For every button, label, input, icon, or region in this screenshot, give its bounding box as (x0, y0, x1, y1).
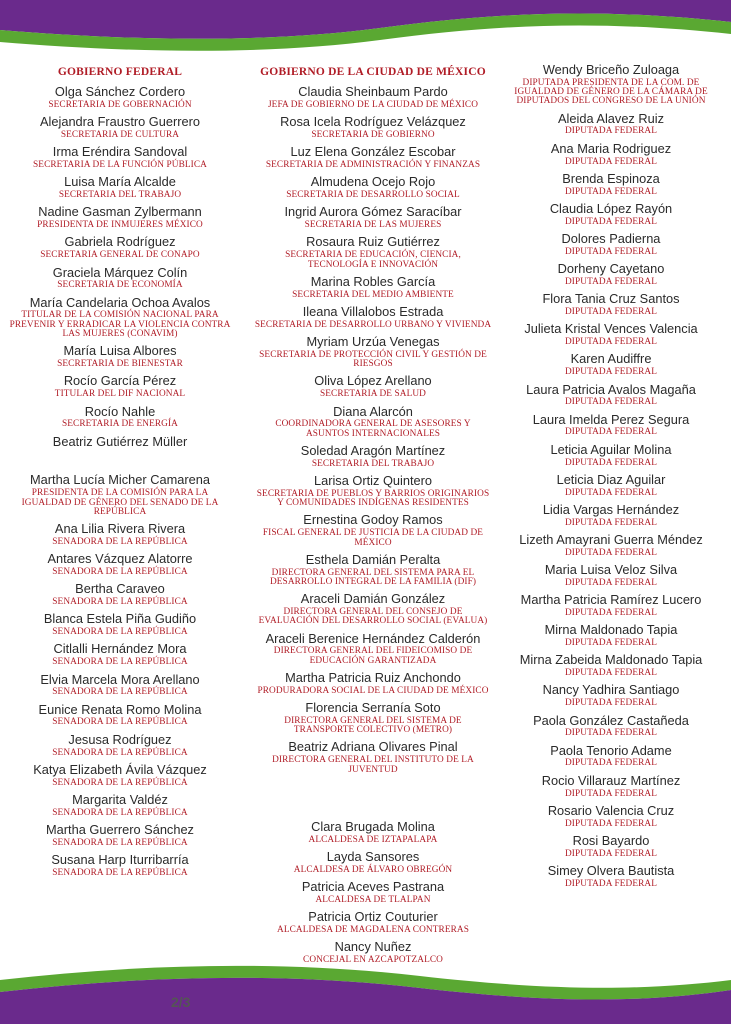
person-name: Margarita Valdéz (72, 791, 168, 807)
person-entry (498, 684, 724, 708)
person-entry (498, 772, 724, 799)
person-name: Claudia Sheinbaum Pardo (298, 84, 448, 99)
person-name: Ingrid Aurora Gómez Saracíbar (284, 204, 462, 220)
person-name: Gabriela Rodríguez (64, 234, 176, 250)
person-name: Clara Brugada Molina (311, 818, 435, 834)
person-entry (6, 613, 234, 637)
person-entry (254, 848, 492, 875)
person-name: Paola González Castañeda (533, 712, 689, 728)
top-wave-decoration (0, 0, 731, 70)
person-role: SENADORA DE LA REPÚBLICA (52, 777, 188, 788)
person-name: Laura Patricia Avalos Magaña (526, 381, 696, 397)
person-entry (498, 411, 724, 438)
person-name: Martha Lucía Micher Camarena (30, 472, 210, 488)
person-name: Alejandra Fraustro Guerrero (39, 114, 201, 130)
person-name: Flora Tania Cruz Santos (542, 291, 680, 307)
person-entry (254, 336, 492, 369)
person-name: María Luisa Albores (63, 343, 177, 359)
person-entry (254, 911, 492, 935)
person-entry (498, 564, 724, 588)
column-city-government (254, 62, 492, 971)
section-heading-federal: GOBIERNO FEDERAL (57, 66, 183, 78)
person-entry (498, 233, 724, 257)
person-name: Nancy Nuñez (334, 939, 412, 955)
person-role: DIPUTADA FEDERAL (564, 698, 658, 709)
person-name: Susana Harp Iturribarría (51, 852, 189, 868)
person-entry (6, 553, 234, 577)
person-entry (254, 514, 492, 547)
person-role: TITULAR DEL DIF NACIONAL (54, 389, 186, 400)
person-entry (6, 264, 234, 291)
bottom-wave-decoration (0, 950, 731, 1024)
person-entry (6, 731, 234, 758)
person-role: DIPUTADA FEDERAL (564, 668, 658, 679)
person-role: SECRETARIA DE PROTECCIÓN CIVIL Y GESTIÓN DE RIESGOS (259, 349, 487, 370)
person-entry (498, 832, 724, 859)
person-entry (498, 654, 724, 678)
person-entry (254, 475, 492, 508)
person-entry (498, 110, 724, 137)
person-name: Maria Luisa Veloz Silva (544, 562, 678, 578)
person-entry (6, 375, 234, 399)
person-role: DIPUTADA FEDERAL (564, 216, 658, 227)
person-name: Almudena Ocejo Rojo (310, 174, 436, 190)
person-role: DIPUTADA FEDERAL (564, 427, 658, 438)
person-entry (498, 200, 724, 227)
person-name: Marina Robles García (310, 273, 436, 289)
person-role: DIPUTADA FEDERAL (564, 337, 658, 348)
person-name: Irma Eréndira Sandoval (52, 144, 188, 160)
person-entry (6, 146, 234, 170)
person-name: Beatriz Gutiérrez Müller (52, 433, 188, 449)
person-name: Simey Olvera Bautista (547, 863, 675, 879)
person-role: DIPUTADA FEDERAL (564, 126, 658, 137)
person-role: DIRECTORA GENERAL DEL INSTITUTO DE LA JUVENTUD (272, 755, 474, 775)
person-name: Rocío Nahle (84, 403, 156, 419)
person-entry (254, 236, 492, 269)
person-entry (6, 824, 234, 848)
person-role: TITULAR DE LA COMISIÓN NACIONAL PARA PREVENIR Y ERRADICAR LA VIOLENCIA CONTRA LAS MUJERES (CONAVIM) (9, 310, 231, 340)
person-name: Soledad Aragón Martínez (300, 442, 446, 458)
person-name: Elvia Marcela Mora Arellano (40, 671, 200, 687)
person-role: DIPUTADA FEDERAL (564, 367, 658, 378)
person-role: SENADORA DE LA REPÚBLICA (52, 657, 188, 668)
person-entry (498, 381, 724, 408)
person-entry (254, 702, 492, 735)
section-heading-city: GOBIERNO DE LA CIUDAD DE MÉXICO (260, 66, 486, 78)
person-role: DIPUTADA FEDERAL (564, 818, 658, 829)
person-role: DIPUTADA FEDERAL (564, 156, 658, 167)
person-name: Ana Lilia Rivera Rivera (54, 521, 186, 537)
person-entry (254, 273, 492, 300)
person-name: Laura Imelda Perez Segura (532, 411, 690, 427)
person-role: DIPUTADA FEDERAL (564, 758, 658, 769)
person-role: DIPUTADA FEDERAL (564, 788, 658, 799)
person-entry (254, 442, 492, 469)
person-role: SENADORA DE LA REPÚBLICA (52, 687, 188, 698)
person-role: DIPUTADA FEDERAL (564, 186, 658, 197)
person-name: Rocío García Pérez (63, 373, 177, 389)
person-role: SENADORA DE LA REPÚBLICA (52, 597, 188, 608)
person-role: DIPUTADA FEDERAL (564, 728, 658, 739)
person-name: Leticia Diaz Aguilar (556, 471, 666, 487)
person-entry (498, 441, 724, 468)
person-role: SECRETARIA DE ENERGÍA (61, 419, 178, 430)
person-role: ALCALDESA DE IZTAPALAPA (308, 834, 438, 845)
person-role: SECRETARIA DE LAS MUJERES (304, 220, 442, 231)
person-name: Brenda Espinoza (562, 170, 660, 186)
person-name: Araceli Damián González (300, 591, 446, 607)
person-role: DIPUTADA PRESIDENTA DE LA COM. DE IGUALDAD DE GÉNERO DE LA CÁMARA DE DIPUTADOS DEL CONGRESO DE LA UNIÓN (514, 77, 708, 107)
person-name: Luisa María Alcalde (64, 174, 176, 190)
person-role: SENADORA DE LA REPÚBLICA (52, 747, 188, 758)
person-entry (6, 523, 234, 547)
person-role: DIPUTADA FEDERAL (564, 878, 658, 889)
person-role: SENADORA DE LA REPÚBLICA (52, 837, 188, 848)
person-role: SENADORA DE LA REPÚBLICA (52, 536, 188, 547)
person-entry (6, 345, 234, 369)
person-name: Mirna Maldonado Tapia (544, 622, 678, 638)
person-name: Dolores Padierna (561, 231, 661, 247)
person-role: SECRETARIA DE LA FUNCIÓN PÚBLICA (33, 159, 207, 170)
person-entry (498, 471, 724, 498)
person-name: Lidia Vargas Hernández (542, 501, 680, 517)
person-entry (6, 854, 234, 878)
person-role: SECRETARIA DE BIENESTAR (57, 359, 183, 370)
person-role: PRESIDENTA DE INMUJERES MÉXICO (37, 220, 203, 231)
person-entry (6, 433, 234, 449)
person-role: SENADORA DE LA REPÚBLICA (52, 807, 188, 818)
person-entry (254, 403, 492, 439)
person-name: Diana Alarcón (333, 403, 413, 419)
person-entry (498, 534, 724, 558)
person-role: DIPUTADA FEDERAL (564, 397, 658, 408)
person-role: SECRETARIA DE DESARROLLO SOCIAL (286, 190, 460, 201)
person-role: SECRETARIA DEL TRABAJO (58, 190, 182, 201)
person-entry (254, 86, 492, 110)
person-entry (254, 741, 492, 774)
person-role: SECRETARIA DE EDUCACIÓN, CIENCIA, TECNOLOGÍA E INNOVACIÓN (285, 250, 461, 270)
person-entry (6, 176, 234, 200)
person-name: Patricia Aceves Pastrana (301, 879, 445, 895)
person-entry (498, 501, 724, 528)
person-name: Rocio Villarauz Martínez (541, 772, 681, 788)
person-role: SECRETARIA DE ECONOMÍA (57, 280, 183, 291)
person-entry (254, 176, 492, 200)
person-role: ALCALDESA DE MAGDALENA CONTRERAS (277, 924, 469, 935)
person-role: PRESIDENTA DE LA COMISIÓN PARA LA IGUALDAD DE GÉNERO DEL SENADO DE LA REPÚBLICA (21, 488, 219, 517)
person-entry (254, 881, 492, 905)
person-name: Beatriz Adriana Olivares Pinal (288, 739, 458, 755)
person-name: Mirna Zabeida Maldonado Tapia (519, 652, 703, 668)
person-role: DIRECTORA GENERAL DEL CONSEJO DE EVALUACIÓN DEL DESARROLLO SOCIAL (EVALUA) (258, 606, 488, 627)
person-name: María Candelaria Ochoa Avalos (29, 294, 211, 310)
person-name: Oliva López Arellano (314, 373, 432, 389)
person-name: Araceli Berenice Hernández Calderón (265, 630, 481, 646)
person-name: Esthela Damián Peralta (305, 551, 441, 567)
person-entry (254, 116, 492, 140)
person-entry (6, 236, 234, 260)
person-name: Claudia López Rayón (549, 200, 673, 216)
person-entry (6, 403, 234, 430)
person-role: COORDINADORA GENERAL DE ASESORES Y ASUNTOS INTERNACIONALES (275, 419, 471, 439)
person-name: Blanca Estela Piña Gudiño (43, 611, 197, 627)
person-entry (254, 630, 492, 666)
person-entry (498, 323, 724, 347)
person-role: SECRETARIA DE GOBERNACIÓN (48, 99, 192, 110)
person-role: CONCEJAL EN AZCAPOTZALCO (303, 955, 443, 966)
person-name: Lizeth Amayrani Guerra Méndez (519, 532, 703, 547)
person-role: SECRETARIA GENERAL DE CONAPO (40, 250, 200, 261)
person-entry (498, 64, 724, 107)
person-name: Martha Patricia Ramírez Lucero (520, 592, 702, 608)
person-name: Aleida Alavez Ruiz (558, 110, 664, 126)
person-role: SECRETARIA DE GOBIERNO (311, 129, 435, 140)
person-name: Ileana Villalobos Estrada (302, 303, 444, 319)
person-entry (498, 353, 724, 377)
person-role: DIPUTADA FEDERAL (564, 307, 658, 318)
person-name: Rosi Bayardo (572, 832, 650, 848)
person-name: Karen Audiffre (570, 351, 652, 367)
person-name: Rosaura Ruiz Gutiérrez (306, 234, 440, 250)
person-role: PRODURADORA SOCIAL DE LA CIUDAD DE MÉXICO (257, 685, 489, 696)
person-role: SENADORA DE LA REPÚBLICA (52, 717, 188, 728)
person-role: SECRETARIA DE CULTURA (60, 129, 180, 140)
person-entry (6, 474, 234, 517)
person-entry (498, 263, 724, 287)
person-name: Katya Elizabeth Ávila Vázquez (33, 761, 207, 777)
person-role: DIRECTORA GENERAL DEL SISTEMA DE TRANSPORTE COLECTIVO (METRO) (284, 715, 462, 736)
person-name: Olga Sánchez Cordero (54, 84, 186, 99)
person-name: Bertha Caraveo (75, 581, 165, 597)
person-name: Myriam Urzúa Venegas (306, 334, 440, 350)
person-role: FISCAL GENERAL DE JUSTICIA DE LA CIUDAD DE MÉXICO (262, 528, 484, 548)
person-name: Eunice Renata Romo Molina (38, 701, 202, 717)
person-entry (498, 594, 724, 618)
person-role: DIPUTADA FEDERAL (564, 577, 658, 588)
person-name: Ana Maria Rodriguez (550, 140, 672, 156)
person-name: Jesusa Rodríguez (68, 731, 172, 747)
person-entry (498, 293, 724, 317)
person-entry (254, 818, 492, 845)
person-role: DIPUTADA FEDERAL (564, 848, 658, 859)
person-entry (254, 593, 492, 626)
person-name: Antares Vázquez Alatorre (47, 551, 193, 567)
person-entry (498, 865, 724, 889)
person-name: Paola Tenorio Adame (550, 742, 672, 758)
person-entry (254, 669, 492, 696)
person-name: Graciela Márquez Colín (52, 264, 188, 280)
person-entry (254, 375, 492, 399)
person-name: Nadine Gasman Zylbermann (38, 204, 202, 220)
person-name: Wendy Briceño Zuloaga (542, 62, 680, 77)
person-role: SENADORA DE LA REPÚBLICA (52, 867, 188, 878)
person-role: SECRETARIA DE ADMINISTRACIÓN Y FINANZAS (265, 159, 481, 170)
person-role: DIPUTADA FEDERAL (564, 276, 658, 287)
page-number: 2/3 (171, 994, 191, 1010)
person-role: ALCALDESA DE TLALPAN (315, 894, 431, 905)
person-entry (498, 624, 724, 648)
person-entry (6, 116, 234, 140)
person-role: JEFA DE GOBIERNO DE LA CIUDAD DE MÉXICO (267, 99, 479, 110)
person-entry (6, 86, 234, 110)
person-entry (498, 712, 724, 739)
person-entry (6, 294, 234, 340)
person-entry (254, 146, 492, 170)
person-name: Martha Guerrero Sánchez (46, 822, 194, 838)
person-name: Martha Patricia Ruiz Anchondo (285, 669, 461, 685)
person-entry (498, 802, 724, 829)
person-name: Nancy Yadhira Santiago (542, 682, 680, 698)
person-entry (6, 583, 234, 607)
person-role: SECRETARIA DEL TRABAJO (311, 458, 435, 469)
column-deputies (498, 62, 724, 895)
person-role: DIPUTADA FEDERAL (564, 607, 658, 618)
person-name: Rosario Valencia Cruz (547, 802, 675, 818)
person-entry (6, 206, 234, 230)
person-entry (254, 303, 492, 330)
person-entry (254, 206, 492, 230)
person-role: SENADORA DE LA REPÚBLICA (52, 567, 188, 577)
person-role: ALCALDESA DE ÁLVARO OBREGÓN (293, 864, 453, 875)
person-role: SECRETARIA DE DESARROLLO URBANO Y VIVIENDA (254, 319, 492, 330)
person-name: Larisa Ortiz Quintero (313, 473, 433, 489)
person-role: DIRECTORA GENERAL DEL SISTEMA PARA EL DESARROLLO INTEGRAL DE LA FAMILIA (DIF) (269, 567, 477, 587)
person-name: Patricia Ortiz Couturier (308, 909, 438, 925)
person-entry (6, 643, 234, 667)
person-name: Luz Elena González Escobar (290, 144, 456, 160)
person-role: SENADORA DE LA REPÚBLICA (52, 627, 188, 638)
person-entry (6, 791, 234, 818)
person-role: DIPUTADA FEDERAL (564, 457, 658, 468)
person-role: DIPUTADA FEDERAL (564, 547, 658, 558)
person-role: SECRETARIA DE PUEBLOS Y BARRIOS ORIGINARIOS Y COMUNIDADES INDÍGENAS RESIDENTES (256, 488, 490, 509)
person-name: Julieta Kristal Vences Valencia (524, 321, 698, 337)
person-role: DIPUTADA FEDERAL (564, 638, 658, 649)
person-entry (6, 671, 234, 698)
person-entry (6, 701, 234, 728)
person-entry (498, 742, 724, 769)
person-name: Rosa Icela Rodríguez Velázquez (280, 114, 466, 130)
column-federal-government (6, 62, 234, 884)
person-name: Layda Sansores (326, 848, 420, 864)
person-role: SECRETARIA DEL MEDIO AMBIENTE (292, 289, 454, 300)
person-entry (254, 551, 492, 587)
person-name: Florencia Serranía Soto (305, 700, 441, 716)
person-entry (498, 170, 724, 197)
person-role: DIPUTADA FEDERAL (564, 517, 658, 528)
person-name: Citlalli Hernández Mora (53, 641, 187, 657)
person-role: SECRETARIA DE SALUD (319, 389, 426, 400)
person-role: DIRECTORA GENERAL DEL FIDEICOMISO DE EDUCACIÓN GARANTIZADA (273, 646, 473, 666)
person-role: DIPUTADA FEDERAL (564, 246, 658, 257)
person-name: Dorheny Cayetano (557, 261, 665, 277)
person-entry (498, 140, 724, 167)
person-name: Leticia Aguilar Molina (550, 441, 672, 457)
person-role: DIPUTADA FEDERAL (564, 487, 658, 498)
person-name: Ernestina Godoy Ramos (303, 512, 443, 528)
person-entry (6, 761, 234, 788)
